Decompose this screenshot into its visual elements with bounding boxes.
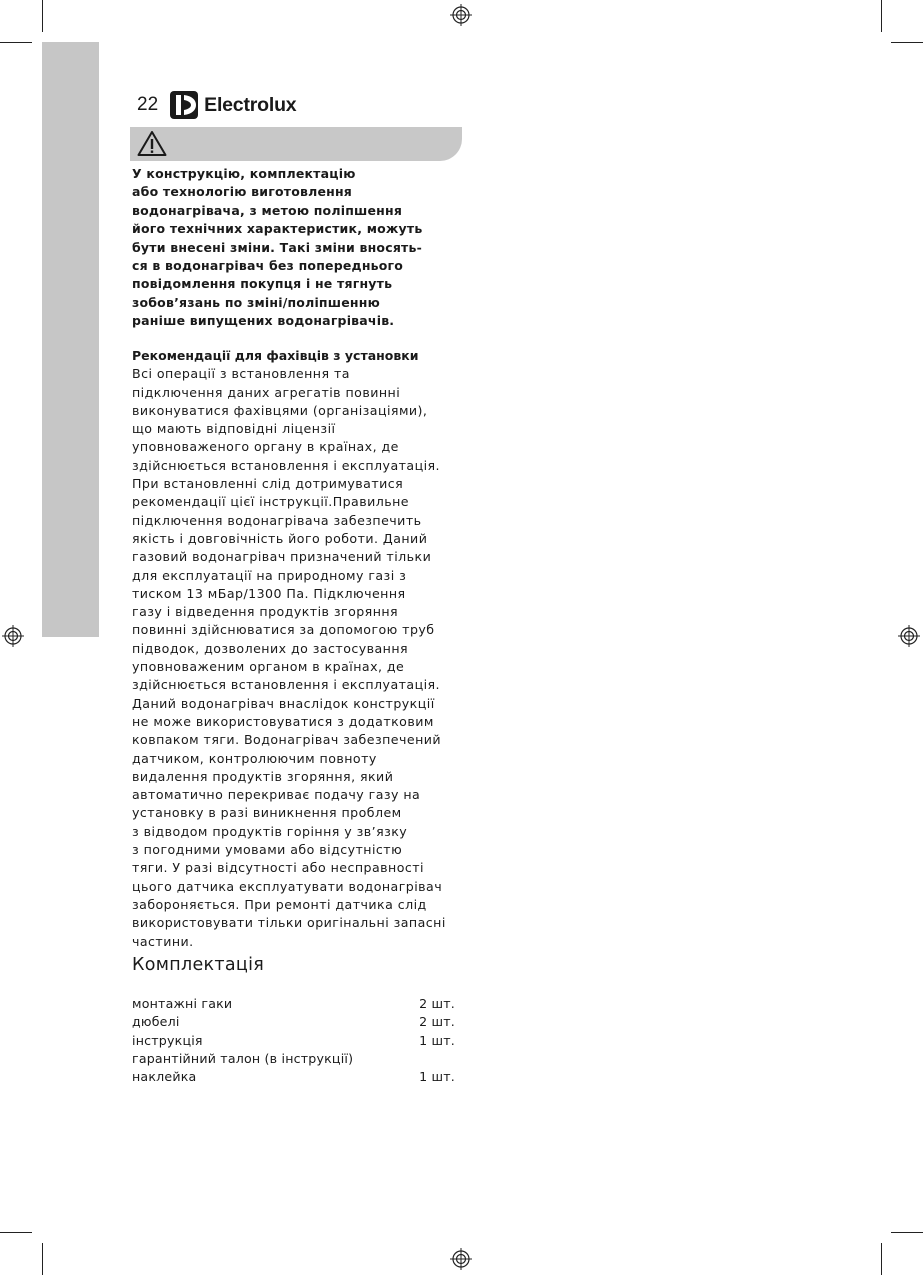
kit-item-name: дюбелі — [132, 1014, 180, 1030]
body-line: При встановленні слід дотримуватися — [132, 476, 404, 492]
warning-triangle-icon — [137, 130, 167, 157]
body-line: автоматично перекриває подачу газу на — [132, 787, 421, 803]
warning-line: його технічних характеристик, можуть — [132, 221, 423, 237]
warning-line: У конструкцію, комплектацію — [132, 166, 356, 181]
body-line: частини. — [132, 933, 194, 949]
body-line: установку в разі виникнення проблем — [132, 805, 402, 821]
body-line: газовий водонагрівач призначений тільки — [132, 549, 432, 565]
body-line: тяги. У разі відсутності або несправності — [132, 860, 424, 876]
body-line: з погодними умовами або відсутністю — [132, 842, 403, 858]
body-line: підключення даних агрегатів повинні — [132, 384, 401, 400]
kit-item-quantity: 1 шт. — [419, 1032, 455, 1048]
body-line: якість і довговічність його роботи. Даний — [132, 530, 428, 546]
body-line: тиском 13 мБар/1300 Па. Підключення — [132, 585, 406, 601]
kit-list — [132, 995, 455, 1086]
page-header — [137, 89, 296, 121]
body-line: здійснюється встановлення і експлуатація. — [132, 677, 441, 693]
body-line: підводок, дозволених до застосування — [132, 640, 409, 656]
side-tab — [42, 42, 99, 637]
section-heading: Рекомендації для фахівців з установки — [132, 348, 419, 363]
crop-mark — [42, 1243, 43, 1275]
body-line: для експлуатації на природному газі з — [132, 567, 407, 583]
warning-banner — [130, 127, 462, 161]
body-line: з відводом продуктів горіння у зв’язку — [132, 823, 408, 839]
warning-line: зобов’язань по зміні/поліпшенню — [132, 294, 380, 310]
crop-mark — [0, 1232, 32, 1233]
kit-heading: Комплектація — [132, 955, 265, 975]
crop-mark — [42, 0, 43, 32]
kit-item — [132, 1013, 455, 1031]
crop-mark — [0, 42, 32, 43]
body-line: повинні здійснюватися за допомогою труб — [132, 622, 435, 638]
kit-item-quantity: 2 шт. — [419, 996, 455, 1011]
body-line: видалення продуктів згоряння, який — [132, 768, 394, 784]
recommendations-section — [132, 347, 472, 951]
body-line: цього датчика експлуатувати водонагрівач — [132, 878, 443, 894]
warning-line: бути внесені зміни. Такі зміни вносять- — [132, 239, 422, 255]
body-line: уповноваженого органу в країнах, де — [132, 439, 399, 455]
body-line: газу і відведення продуктів згоряння — [132, 604, 399, 620]
kit-item-name: монтажні гаки — [132, 996, 233, 1011]
body-line: ковпаком тяги. Водонагрівач забезпечений — [132, 732, 442, 748]
kit-item — [132, 1068, 455, 1086]
warning-line: або технологію виготовлення — [132, 184, 353, 200]
body-line: не може використовуватися з додатковим — [132, 713, 434, 729]
brand-name: Electrolux — [204, 93, 297, 116]
body-line: забороняється. При ремонті датчика слід — [132, 896, 427, 912]
body-line: підключення водонагрівача забезпечить — [132, 512, 422, 528]
registration-mark-icon — [450, 1248, 472, 1270]
kit-item — [132, 1032, 455, 1050]
warning-line: раніше випущених водонагрівачів. — [132, 313, 395, 329]
crop-mark — [881, 0, 882, 32]
kit-item-name: інструкція — [132, 1032, 203, 1048]
electrolux-logo-icon — [170, 91, 198, 119]
kit-item-name: гарантійний талон (в інструкції) — [132, 1050, 354, 1066]
crop-mark — [881, 1243, 882, 1275]
body-line: Даний водонагрівач внаслідок конструкції — [132, 695, 435, 711]
kit-item — [132, 995, 455, 1013]
body-line: використовувати тільки оригінальні запасні — [132, 915, 446, 931]
body-line: що мають відповідні ліцензії — [132, 421, 336, 437]
body-line: датчиком, контролюючим повноту — [132, 750, 377, 766]
kit-item-quantity: 1 шт. — [419, 1069, 455, 1085]
body-line: уповноваженим органом в країнах, де — [132, 659, 405, 675]
kit-item-quantity: 2 шт. — [419, 1014, 455, 1030]
page-number: 22 — [137, 94, 159, 115]
registration-mark-icon — [450, 4, 472, 26]
crop-mark — [891, 1232, 923, 1233]
warning-line: водонагрівача, з метою поліпшення — [132, 202, 403, 218]
body-line: здійснюється встановлення і експлуатація. — [132, 457, 441, 473]
kit-item — [132, 1050, 455, 1068]
crop-mark — [891, 42, 923, 43]
body-line: рекомендації цієї інструкції.Правильне — [132, 494, 409, 510]
warning-line: ся в водонагрівач без попереднього — [132, 258, 404, 274]
warning-text — [132, 165, 462, 331]
body-line: Всі операції з встановлення та — [132, 366, 350, 382]
warning-line: повідомлення покупця і не тягнуть — [132, 276, 393, 292]
kit-item-name: наклейка — [132, 1069, 197, 1085]
registration-mark-icon — [2, 625, 24, 647]
body-line: виконуватися фахівцями (організаціями), — [132, 402, 428, 418]
registration-mark-icon — [898, 625, 920, 647]
recommendations-body — [132, 365, 472, 951]
